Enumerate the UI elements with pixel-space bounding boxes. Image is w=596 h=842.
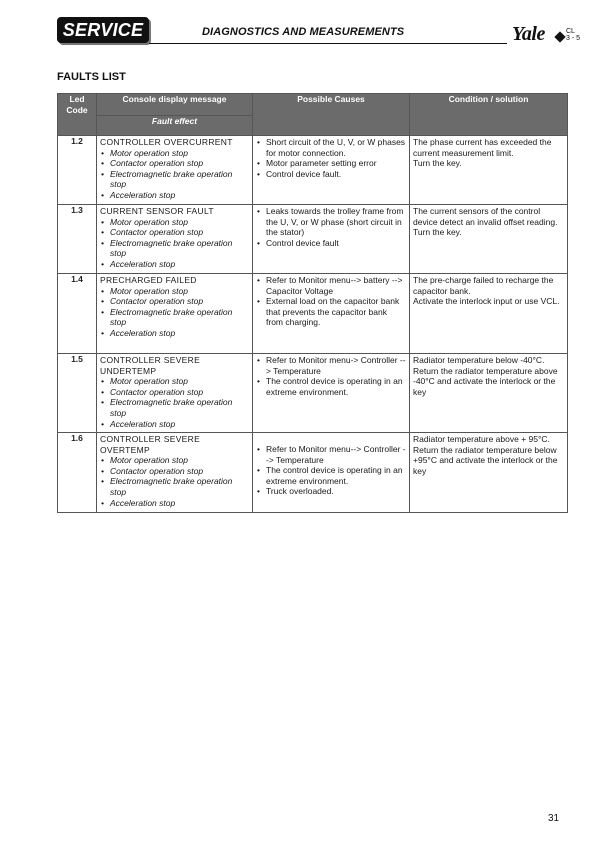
- possible-causes-list: [256, 137, 406, 179]
- cause-item: • Refer to Monitor menu--> battery --> Capacitor Voltage: [256, 275, 406, 296]
- fault-effect-item: • Motor operation stop: [100, 286, 249, 297]
- fault-effect-item: • Acceleration stop: [100, 328, 249, 339]
- cause-item: • Truck overloaded.: [256, 486, 406, 497]
- solution-text: Radiator temperature below -40°C.: [413, 355, 545, 365]
- brand-dot-icon: [554, 31, 565, 42]
- fault-effect-item: • Electromagnetic brake operation stop: [100, 169, 249, 190]
- causes-cell: [253, 205, 410, 274]
- solution-text: The phase current has exceeded the current measurement limit.: [413, 137, 552, 158]
- console-message: CONTROLLER OVERCURRENT: [100, 137, 233, 147]
- cause-item: • Motor parameter setting error: [256, 158, 406, 169]
- cause-item: • The control device is operating in an extreme environment.: [256, 465, 406, 486]
- fault-effect-item: • Electromagnetic brake operation stop: [100, 397, 249, 418]
- console-message: CONTROLLER SEVERE OVERTEMP: [100, 434, 201, 455]
- console-message: CURRENT SENSOR FAULT: [100, 206, 214, 216]
- solution-cell: [410, 205, 568, 274]
- message-cell: [97, 136, 253, 205]
- fault-effect-item: • Acceleration stop: [100, 419, 249, 430]
- table-row: [58, 433, 568, 513]
- console-message: CONTROLLER SEVERE UNDERTEMP: [100, 355, 201, 376]
- solution-text: Radiator temperature above + 95°C.: [413, 434, 550, 444]
- page-header: [57, 17, 581, 47]
- solution-text: Return the radiator temperature below +95°C and activate the interlock or the key: [413, 444, 558, 476]
- cause-item: • Control device fault.: [256, 169, 406, 180]
- cause-item: • Refer to Monitor menu-> Controller --> Temperature: [256, 355, 406, 376]
- fault-effects-list: [100, 286, 249, 339]
- solution-text: Turn the key.: [413, 158, 462, 169]
- led-code: 1.4: [58, 274, 97, 354]
- solution-cell: [410, 354, 568, 433]
- solution-text: Return the radiator temperature above -40°C and activate the interlock or the key: [413, 365, 558, 397]
- fault-effect-item: • Electromagnetic brake operation stop: [100, 476, 249, 497]
- cause-item: • External load on the capacitor bank that prevents the capacitor bank from charging.: [256, 296, 406, 328]
- causes-cell: [253, 433, 410, 513]
- table-row: [58, 274, 568, 354]
- possible-causes-list: [256, 355, 406, 397]
- solution-text: Turn the key.: [413, 227, 462, 238]
- fault-effect-item: • Motor operation stop: [100, 376, 249, 387]
- brand-logo: [512, 23, 582, 47]
- table-row: [58, 136, 568, 205]
- message-cell: [97, 354, 253, 433]
- solution-cell: [410, 274, 568, 354]
- led-code: 1.2: [58, 136, 97, 205]
- fault-effect-item: • Contactor operation stop: [100, 466, 249, 477]
- message-cell: [97, 205, 253, 274]
- fault-effects-list: [100, 376, 249, 429]
- header-console-message: Console display message: [97, 94, 253, 116]
- table-row: [58, 354, 568, 433]
- message-cell: [97, 274, 253, 354]
- message-cell: [97, 433, 253, 513]
- possible-causes-list: [256, 275, 406, 328]
- header-led-code: Led Code: [58, 94, 97, 136]
- brand-code-top: CL: [566, 28, 575, 35]
- causes-wrapper: [256, 434, 406, 497]
- possible-causes-list: [256, 444, 406, 497]
- fault-effects-list: [100, 217, 249, 270]
- fault-effect-item: • Contactor operation stop: [100, 227, 249, 238]
- fault-effect-item: • Motor operation stop: [100, 217, 249, 228]
- led-code: 1.3: [58, 205, 97, 274]
- faults-table: [57, 93, 568, 513]
- solution-text: Activate the interlock input or use VCL.: [413, 296, 560, 307]
- brand-model-code: [566, 28, 580, 42]
- led-code: 1.6: [58, 433, 97, 513]
- cause-item: • The control device is operating in an extreme environment.: [256, 376, 406, 397]
- causes-cell: [253, 274, 410, 354]
- cause-item: • Refer to Monitor menu--> Controller --> Temperature: [256, 444, 406, 465]
- possible-causes-list: [256, 206, 406, 248]
- console-message: PRECHARGED FAILED: [100, 275, 197, 285]
- fault-effect-item: • Contactor operation stop: [100, 296, 249, 307]
- brand-code-bottom: 3 - 5: [566, 35, 581, 42]
- cause-item: • Leaks towards the trolley frame from the U, V, or W phase (short circuit in the stator): [256, 206, 406, 238]
- fault-effect-item: • Acceleration stop: [100, 259, 249, 270]
- header-condition-solution: Condition / solution: [410, 94, 568, 136]
- fault-effect-item: • Electromagnetic brake operation stop: [100, 238, 249, 259]
- brand-name: Yale: [512, 23, 545, 45]
- header-title: DIAGNOSTICS AND MEASUREMENTS: [202, 26, 405, 38]
- header-fault-effect: Fault effect: [97, 116, 253, 136]
- fault-effect-item: • Motor operation stop: [100, 148, 249, 159]
- cause-item: • Short circuit of the U, V, or W phases for motor connection.: [256, 137, 406, 158]
- fault-effect-item: • Acceleration stop: [100, 190, 249, 201]
- service-badge: [57, 17, 149, 43]
- fault-effect-item: • Acceleration stop: [100, 498, 249, 509]
- section-title: FAULTS LIST: [57, 71, 126, 83]
- table-row: [58, 205, 568, 274]
- service-label: SERVICE: [62, 20, 144, 40]
- fault-effect-item: • Contactor operation stop: [100, 158, 249, 169]
- fault-effects-list: [100, 455, 249, 508]
- header-rule: [149, 43, 507, 44]
- solution-cell: [410, 136, 568, 205]
- fault-effects-list: [100, 148, 249, 201]
- led-code: 1.5: [58, 354, 97, 433]
- solution-text: The current sensors of the control device detect an invalid offset reading.: [413, 206, 558, 227]
- cause-item: • Control device fault: [256, 238, 406, 249]
- solution-cell: [410, 433, 568, 513]
- solution-text: The pre-charge failed to recharge the capacitor bank.: [413, 275, 554, 296]
- fault-effect-item: • Contactor operation stop: [100, 387, 249, 398]
- causes-cell: [253, 136, 410, 205]
- fault-effect-item: • Electromagnetic brake operation stop: [100, 307, 249, 328]
- header-possible-causes: Possible Causes: [253, 94, 410, 136]
- causes-cell: [253, 354, 410, 433]
- fault-effect-item: • Motor operation stop: [100, 455, 249, 466]
- page-number: 31: [548, 813, 560, 824]
